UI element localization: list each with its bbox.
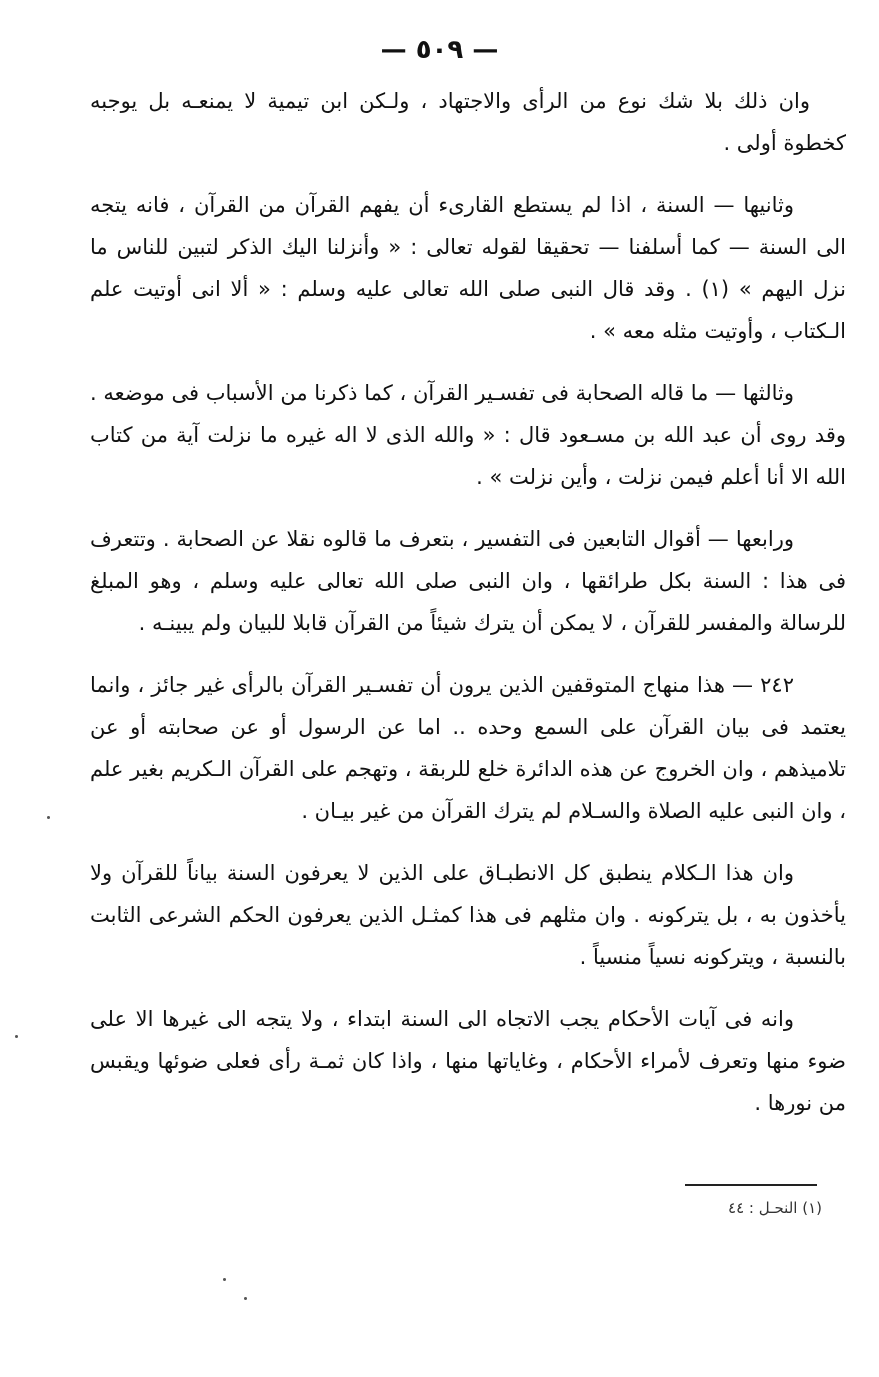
scan-speck: [223, 1278, 226, 1281]
paragraph: وانه فى آيات الأحكام يجب الاتجاه الى السنة ابتداء ، ولا يتجه الى غيرها الا على ضوء منها وتعرف لأمراء الأحكام ، وغاياتها منها ، واذا كان ثمـة رأى فعلى ضوئها ويقبس من نورها .: [90, 1007, 846, 1115]
paragraph: ورابعها — أقوال التابعين فى التفسير ، بتعرف ما قالوه نقلا عن الصحابة . وتتعرف فى هذا : السنة بكل طرائقها ، وان النبى صلى الله تعالى عليه وسلم ، وهو المبلغ للرسالة والمفسر للقرآن ، لا يمكن أن يترك شيئاً من القرآن قابلا للبيان ولم يبينـه .: [90, 527, 846, 635]
scan-speck: [47, 816, 50, 819]
paragraph: وان ذلك بلا شك نوع من الرأى والاجتهاد ، ولـكن ابن تيمية لا يمنعـه بل يوجبه كخطوة أولى .: [90, 89, 846, 155]
footnote: (١) النحـل : ٤٤: [728, 1199, 822, 1217]
footnote-divider: [685, 1184, 817, 1186]
paragraph: وان هذا الـكلام ينطبق كل الانطبـاق على الذين لا يعرفون السنة بياناً للقرآن ولا يأخذون به ، بل يتركونه . وان مثلهم فى هذا كمثـل الذين يعرفون الحكم الشرعى الثابت بالنسبة ، ويتركونه نسياً منسياً .: [90, 861, 846, 969]
scan-speck: [15, 1035, 18, 1038]
scan-speck: [244, 1297, 247, 1300]
paragraph: وثالثها — ما قاله الصحابة فى تفسـير القرآن ، كما ذكرنا من الأسباب فى موضعه . وقد روى أن عبد الله بن مسـعود قال : « والله الذى لا اله غيره ما نزلت آية من كتاب الله الا أنا أعلم فيمن نزلت ، وأين نزلت » .: [90, 381, 846, 489]
page-number: — ٥٠٩ —: [380, 35, 499, 65]
main-text: [90, 80, 846, 1144]
paragraph: ٢٤٢ — هذا منهاج المتوقفين الذين يرون أن تفسـير القرآن بالرأى غير جائز ، وانما يعتمد فى بيان القرآن على السمع وحده .. اما عن الرسول أو عن صحابته أو عن تلاميذهم ، وان الخروج عن هذه الدائرة خلع للربقة ، وتهجم على القرآن الـكريم بغير علم ، وان النبى عليه الصلاة والسـلام لم يترك القرآن من غير بيـان .: [90, 673, 846, 823]
paragraph: وثانيها — السنة ، اذا لم يستطع القارىء أن يفهم القرآن من القرآن ، فانه يتجه الى السنة — كما أسلفنا — تحقيقا لقوله تعالى : « وأنزلنا اليك الذكر لتبين للناس ما نزل اليهم » (١) . وقد قال النبى صلى الله تعالى عليه وسلم : « ألا انى أوتيت علم الـكتاب ، وأوتيت مثله معه » .: [90, 193, 846, 343]
